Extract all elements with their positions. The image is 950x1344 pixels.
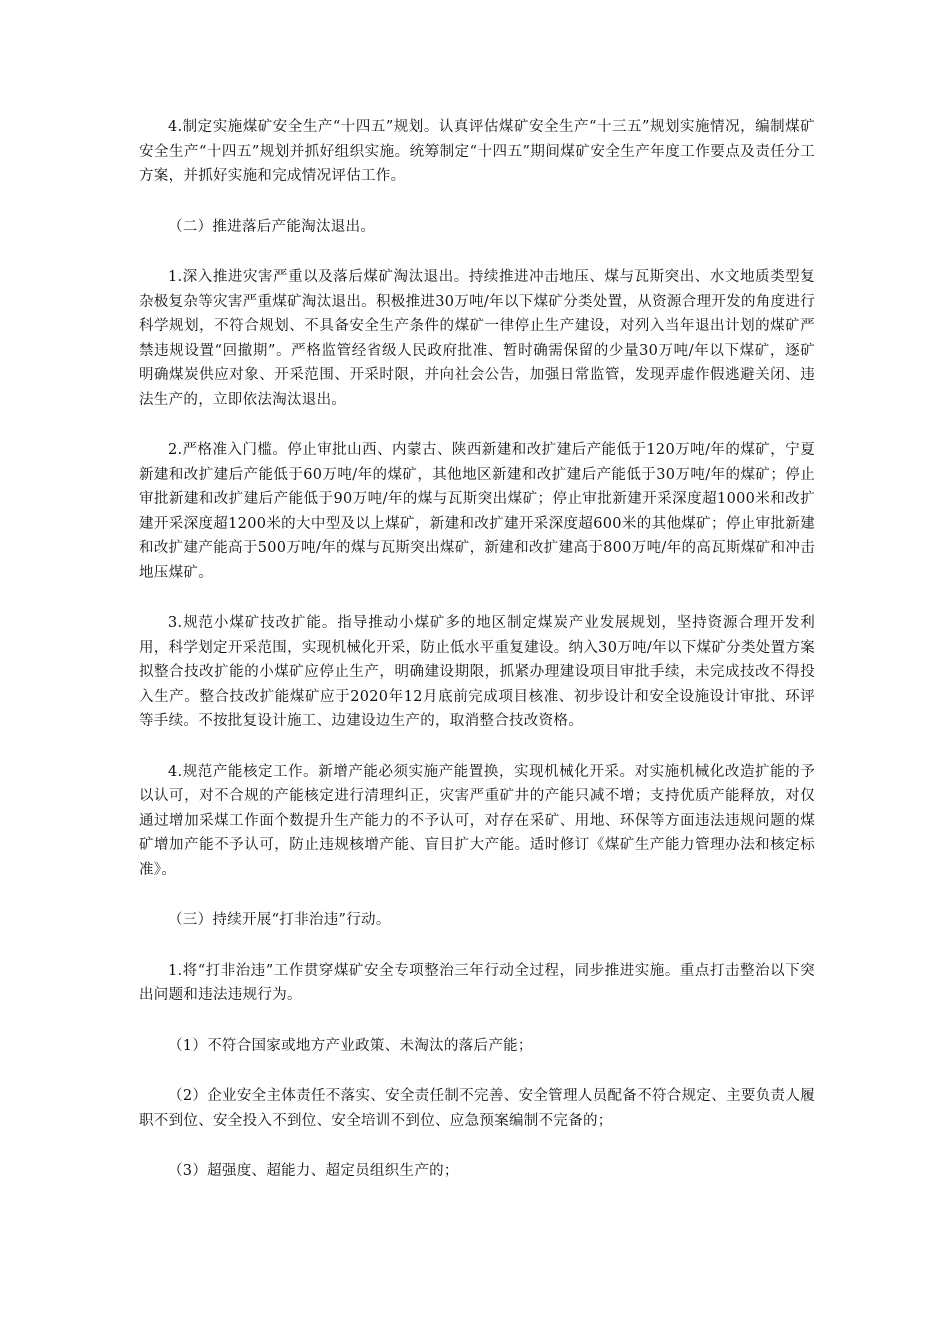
list-item-3: （3）超强度、超能力、超定员组织生产的； — [168, 1163, 459, 1179]
list-item-2: （2）企业安全主体责任不落实、安全责任制不完善、安全管理人员配备不符合规定、主要负责人履职不到位、安全投入不到位、安全培训不到位、应急预案编制不完备的； — [139, 1088, 815, 1129]
section-heading-eliminate-backward-capacity: （二）推进落后产能淘汰退出。 — [168, 218, 376, 235]
paragraph-eliminate-hazardous-mines: 1.深入推进灾害严重以及落后煤矿淘汰退出。持续推进冲击地压、煤与瓦斯突出、水文地质类型复杂极复杂等灾害严重煤矿淘汰退出。积极推进30万吨/年以下煤矿分类处置，从资源合理开发的角度进行科学规划，不符合规划、不具备安全生产条件的煤矿一律停止生产建设，对列入当年退出计划的煤矿严禁违规设置“回撤期”。严格监管经省级人民政府批准、暂时确需保留的少量30万吨/年以下煤矿，逐矿明确煤炭供应对象、开采范围、开采时限，并向社会公告，加强日常监管，发现弄虚作假逃避关闭、违法生产的，立即依法淘汰退出。 — [139, 269, 815, 408]
list-item-1: （1）不符合国家或地方产业政策、未淘汰的落后产能； — [168, 1037, 533, 1054]
section-heading-crackdown-illegal: （三）持续开展“打非治违”行动。 — [168, 912, 391, 928]
paragraph-plan-14th-five-year: 4.制定实施煤矿安全生产“十四五”规划。认真评估煤矿安全生产“十三五”规划实施情况，编制煤矿安全生产“十四五”规划并抓好组织实施。统筹制定“十四五”期间煤矿安全生产年度工作要点及责任分工方案，并抓好实施和完成情况评估工作。 — [139, 119, 815, 184]
paragraph-crackdown-throughout: 1.将“打非治违”工作贯穿煤矿安全专项整治三年行动全过程，同步推进实施。重点打击整治以下突出问题和违法违规行为。 — [139, 962, 815, 1003]
document-body — [139, 115, 815, 1210]
paragraph-small-mine-upgrade: 3.规范小煤矿技改扩能。指导推动小煤矿多的地区制定煤炭产业发展规划，坚持资源合理开发利用，科学划定开采范围，实现机械化开采，防止低水平重复建设。纳入30万吨/年以下煤矿分类处置方案拟整合技改扩能的小煤矿应停止生产，明确建设期限，抓紧办理建设项目审批手续，未完成技改不得投入生产。整合技改扩能煤矿应于2020年12月底前完成项目核准、初步设计和安全设施设计审批、环评等手续。不按批复设计施工、边建设边生产的，取消整合技改资格。 — [139, 615, 815, 729]
paragraph-capacity-verification: 4.规范产能核定工作。新增产能必须实施产能置换，实现机械化开采。对实施机械化改造扩能的予以认可，对不合规的产能核定进行清理纠正，灾害严重矿井的产能只减不增；支持优质产能释放，对仅通过增加采煤工作面个数提升生产能力的不予认可，对存在采矿、用地、环保等方面违法违规问题的煤矿增加产能不予认可，防止违规核增产能、盲目扩大产能。适时修订《煤矿生产能力管理办法和核定标准》。 — [139, 763, 815, 878]
paragraph-strict-entry-threshold: 2.严格准入门槛。停止审批山西、内蒙古、陕西新建和改扩建后产能低于120万吨/年的煤矿，宁夏新建和改扩建后产能低于60万吨/年的煤矿，其他地区新建和改扩建后产能低于30万吨/年的煤矿；停止审批新建和改扩建后产能低于90万吨/年的煤与瓦斯突出煤矿；停止审批新建开采深度超1000米和改扩建开采深度超1200米的大中型及以上煤矿，新建和改扩建开采深度超600米的其他煤矿；停止审批新建和改扩建产能高于500万吨/年的煤与瓦斯突出煤矿，新建和改扩建高于800万吨/年的高瓦斯煤矿和冲击地压煤矿。 — [139, 442, 815, 581]
